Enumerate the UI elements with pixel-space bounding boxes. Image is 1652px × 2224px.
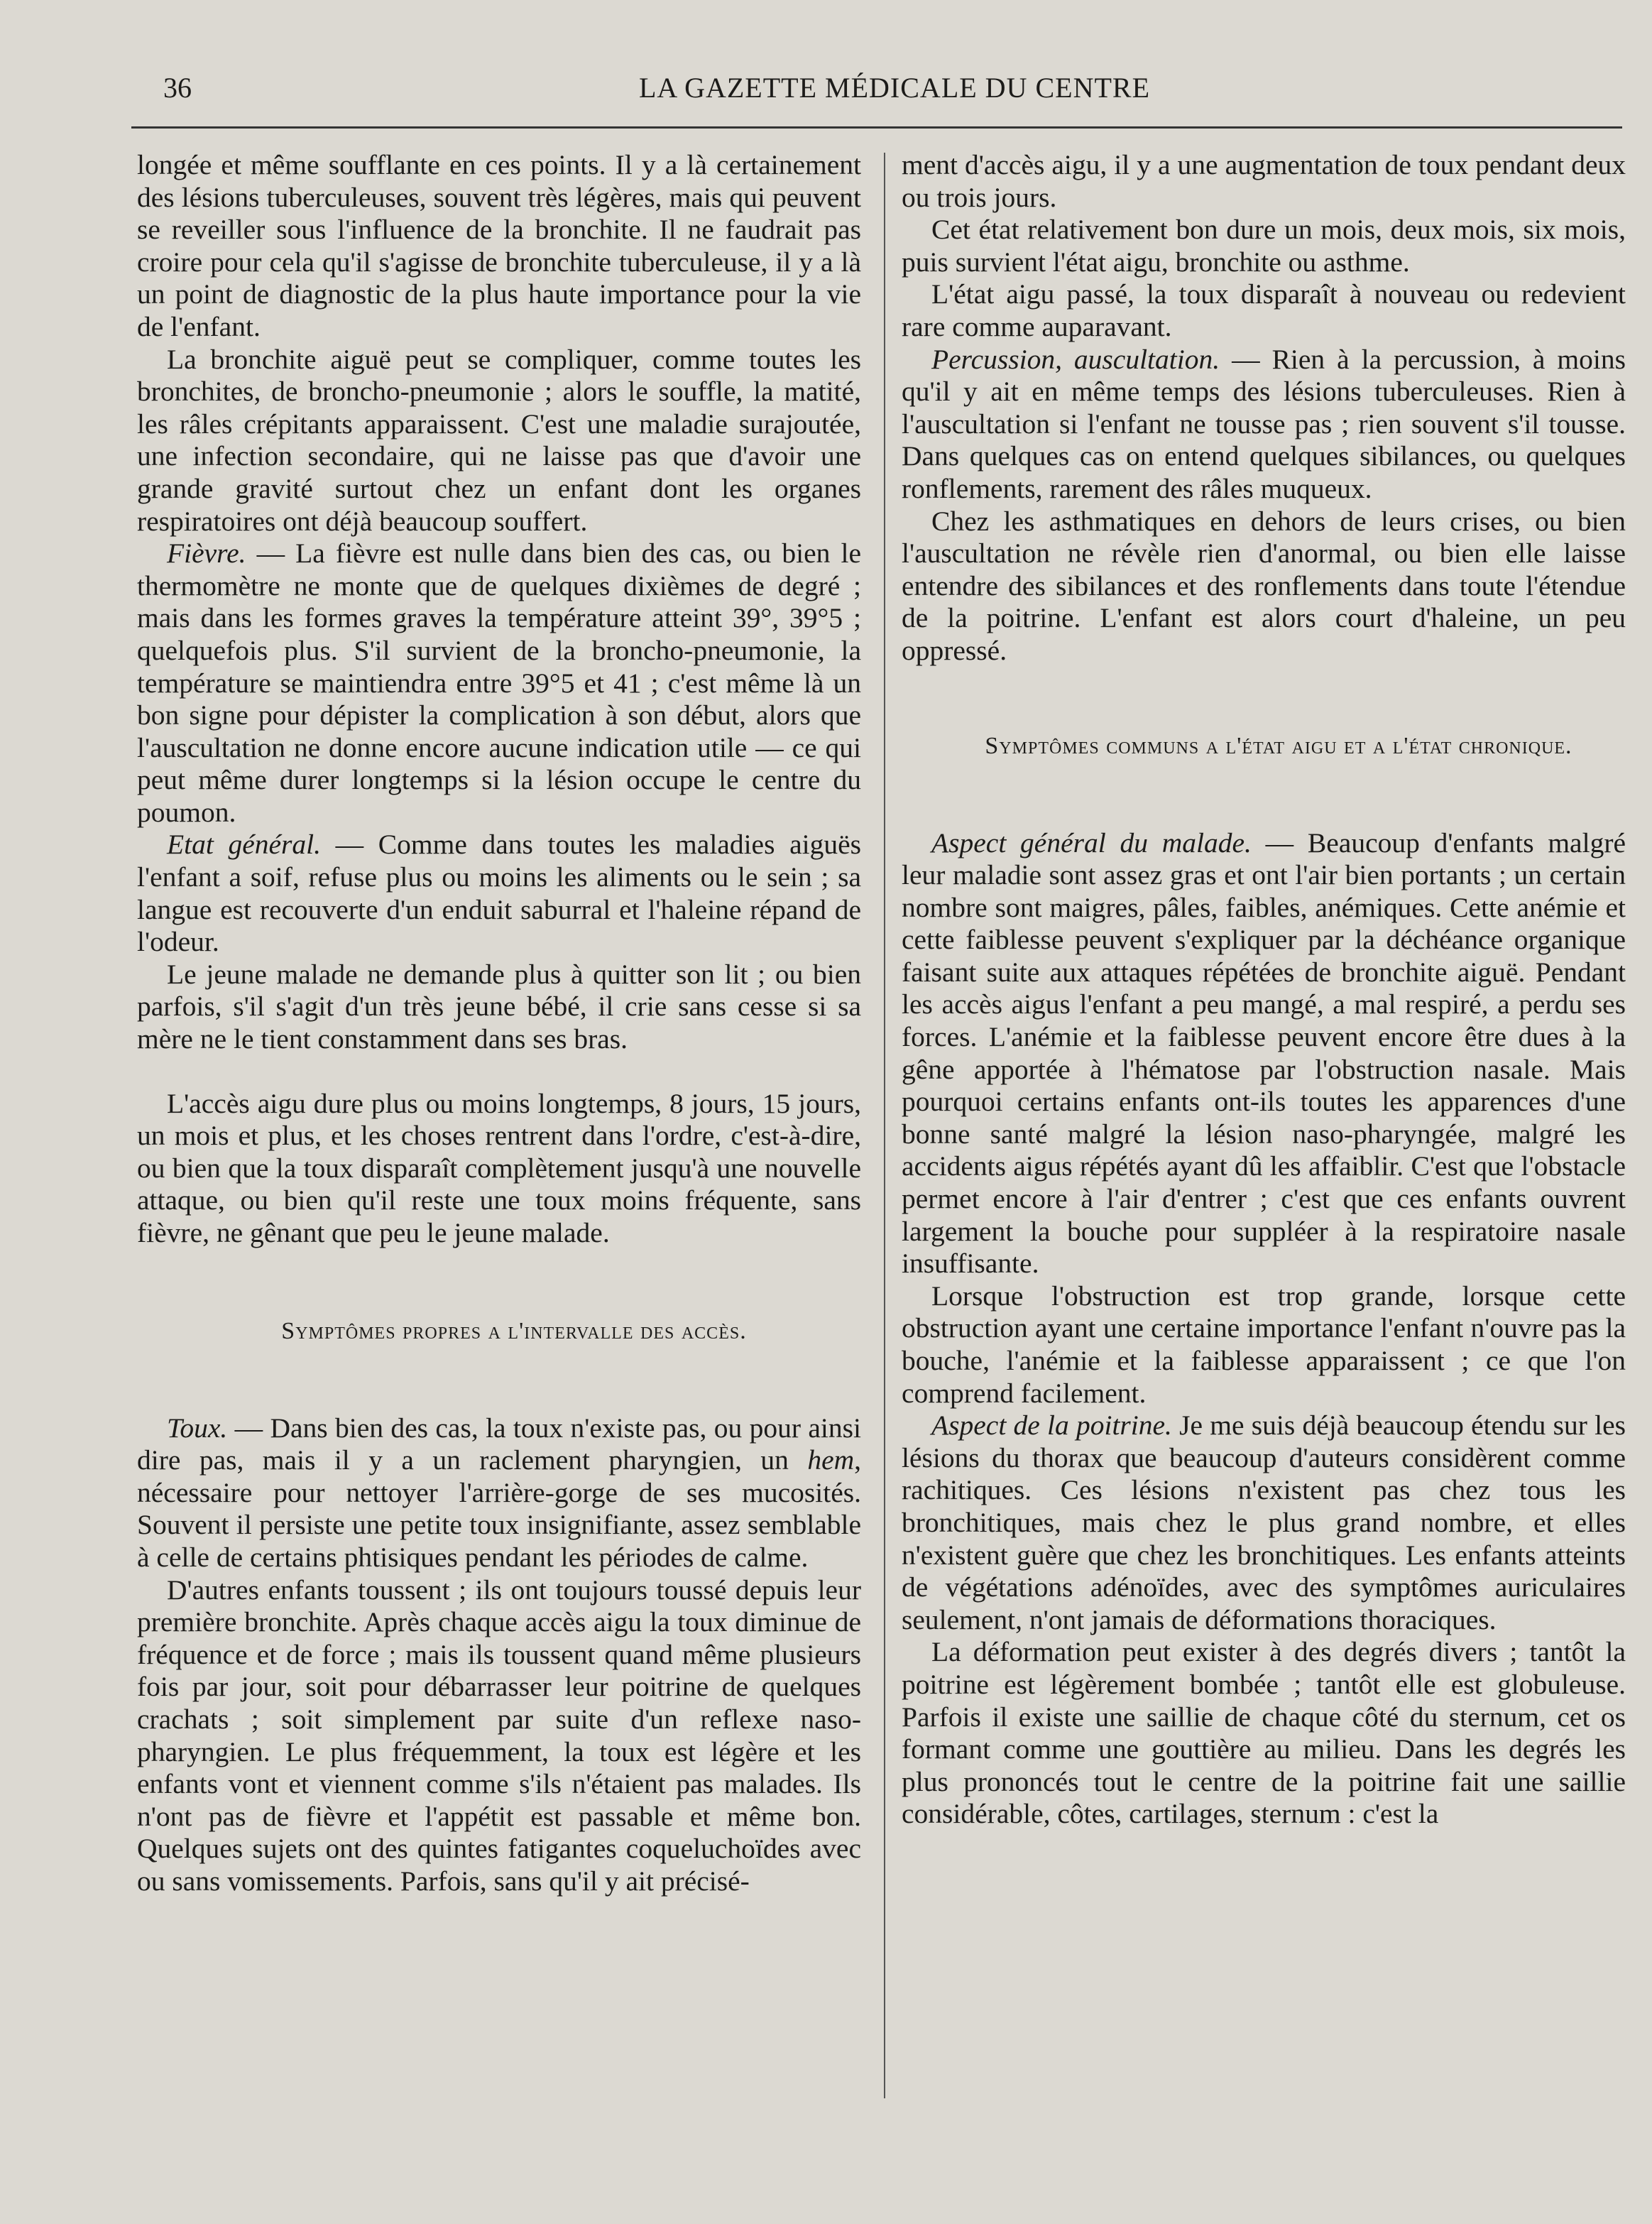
paragraph-lead: Percussion, auscultation. <box>931 343 1220 375</box>
left-column <box>137 149 861 1898</box>
paragraph: Lorsque l'obstruction est trop grande, lorsque cette obstruction ayant une certaine importance l'enfant n'ouvre pas la bouche, l'anémie et la faiblesse apparaissent ; ce que l'on comprend facilement. <box>902 1280 1626 1409</box>
paragraph: Le jeune malade ne demande plus à quitter son lit ; ou bien parfois, s'il s'agit d'un très jeune bébé, il crie sans cesse si sa mère ne le tient constamment dans ses bras. <box>137 958 861 1055</box>
paragraph-lead: Toux. <box>167 1412 228 1444</box>
paragraph-lead: Etat général. <box>167 829 322 861</box>
paragraph: La bronchite aiguë peut se compliquer, comme toutes les bronchites, de broncho-pneumonie ; alors le souffle, la matité, les râles crépitants apparaissent. C'est une maladie surajoutée, une infection secondaire, qui ne laisse pas que d'avoir une grande gravité surtout chez un enfant dont les organes respiratoires ont déjà beaucoup souffert. <box>137 343 861 537</box>
paragraph-text: Je me suis déjà beaucoup étendu sur les lésions du thorax que beaucoup d'auteurs considèrent comme rachitiques. Ces lésions n'existent pas chez tous les bronchitiques, mais chez le plus grand nombre, et elles n'existent guère que chez les bronchitiques. Les enfants atteints de végétations adénoïdes, avec des symptômes auriculaires seulement, n'ont jamais de déformations thoraciques. <box>902 1410 1626 1635</box>
paragraph <box>137 829 861 958</box>
paragraph: Chez les asthmatiques en dehors de leurs crises, ou bien l'auscultation ne révèle rien d'anormal, ou bien elle laisse entendre des sibilances et des ronflements dans toute l'étendue de la poitrine. L'enfant est alors court d'haleine, un peu oppressé. <box>902 505 1626 666</box>
paragraph-lead: Aspect général du malade. <box>931 827 1252 858</box>
paragraph: longée et même soufflante en ces points. Il y a là certainement des lésions tuberculeuses, souvent très légères, mais qui peuvent se reveiller sous l'influence de la bronchite. Il ne faudrait pas croire pour cela qu'il s'agisse de bronchite tuberculeuse, il y a là un point de diagnostic de la plus haute importance pour la vie de l'enfant. <box>137 149 861 342</box>
paragraph <box>902 827 1626 1280</box>
paragraph-lead: Fièvre. <box>167 538 246 569</box>
paragraph <box>137 1412 861 1574</box>
header-rule <box>131 126 1622 129</box>
paragraph: ment d'accès aigu, il y a une augmentation de toux pendant deux ou trois jours. <box>902 149 1626 213</box>
paragraph-text: — Beaucoup d'enfants malgré leur maladie sont assez gras et ont l'air bien portants ; un certain nombre sont maigres, pâles, faibles, anémiques. Cette anémie et cette faiblesse peuvent s'expliquer par la déchéance organique faisant suite aux attaques répétées de bronchite aiguë. Pendant les accès aigus l'enfant a peu mangé, a mal respiré, a perdu ses forces. L'anémie et la faiblesse peuvent encore être dues à la gêne apportée à l'hématose par l'obstruction nasale. Mais pourquoi certains enfants ont-ils toutes les apparences d'une bonne santé malgré la lésion naso-pharyngée, malgré les accidents aigus répétés ayant dû les affaiblir. C'est que l'obstacle permet encore à l'air d'entrer ; c'est que ces enfants ouvrent largement la bouche pour suppléer à la respiratoire nasale insuffisante. <box>902 827 1626 1280</box>
paragraph-text: — Dans bien des cas, la toux n'existe pas, ou pour ainsi dire pas, mais il y a un raclement pharyngien, un <box>137 1412 861 1476</box>
paragraph: Cet état relativement bon dure un mois, deux mois, six mois, puis survient l'état aigu, bronchite ou asthme. <box>902 214 1626 278</box>
paragraph: L'état aigu passé, la toux disparaît à nouveau ou redevient rare comme auparavant. <box>902 278 1626 342</box>
section-heading: Symptômes propres a l'intervalle des accès. <box>281 1317 747 1344</box>
section-heading: Symptômes communs a l'état aigu et a l'état chronique. <box>985 732 1572 759</box>
paragraph: D'autres enfants toussent ; ils ont toujours toussé depuis leur première bronchite. Après chaque accès aigu la toux diminue de fréquence et de force ; mais ils toussent quand même plusieurs fois par jour, soit pour débarrasser leur poitrine de quelques crachats ; soit simplement par suite d'un reflexe naso-pharyngien. Le plus fréquemment, la toux est légère et les enfants vont et viennent comme s'ils n'étaient pas malades. Ils n'ont pas de fièvre et l'appétit est passable et même bon. Quelques sujets ont des quintes fatigantes coqueluchoïdes avec ou sans vomissements. Parfois, sans qu'il y ait précisé- <box>137 1574 861 1897</box>
paragraph: L'accès aigu dure plus ou moins longtemps, 8 jours, 15 jours, un mois et plus, et les choses rentrent dans l'ordre, c'est-à-dire, ou bien que la toux disparaît complètement jusqu'à une nouvelle attaque, ou bien qu'il reste une toux moins fréquente, sans fièvre, ne gênant que peu le jeune malade. <box>137 1087 861 1248</box>
page-header <box>135 71 1612 121</box>
paragraph: La déformation peut exister à des degrés divers ; tantôt la poitrine est légèrement bombée ; tantôt elle est globuleuse. Parfois il existe une saillie de chaque côté du sternum, cet os formant comme une gouttière au milieu. Dans les degrés les plus prononcés tout le centre de la poitrine fait une saillie considérable, côtes, cartilages, sternum : c'est la <box>902 1636 1626 1830</box>
paragraph <box>137 538 861 829</box>
paragraph-emphasis: hem <box>807 1444 855 1476</box>
paragraph-text: — Comme dans toutes les maladies aiguës l'enfant a soif, refuse plus ou moins les aliments ou le sein ; sa langue est recouverte d'un enduit saburral et l'haleine répand de l'odeur. <box>137 829 861 958</box>
paragraph-lead: Aspect de la poitrine. <box>931 1410 1172 1441</box>
running-title: LA GAZETTE MÉDICALE DU CENTRE <box>638 72 1150 104</box>
paragraph <box>902 344 1626 506</box>
paragraph <box>902 1410 1626 1636</box>
column-divider <box>884 153 885 2098</box>
right-column <box>902 149 1626 1831</box>
paragraph-text: — Rien à la percussion, à moins qu'il y ait en même temps des lésions tuberculeuses. Rien à l'auscultation si l'enfant ne tousse pas ; rien souvent s'il tousse. Dans quelques cas on entend quelques sibilances, ou quelques ronflements, rarement des râles muqueux. <box>902 343 1626 504</box>
paragraph-text: , nécessaire pour nettoyer l'arrière-gorge de ses mucosités. Souvent il persiste une petite toux insignifiante, assez semblable à celle de certains phtisiques pendant les périodes de calme. <box>137 1444 861 1573</box>
page-number: 36 <box>163 72 192 104</box>
paragraph-text: — La fièvre est nulle dans bien des cas, ou bien le thermomètre ne monte que de quelques dixièmes de degré ; mais dans les formes graves la température atteint 39°, 39°5 ; quelquefois plus. S'il survient de la broncho-pneumonie, la température se maintiendra entre 39°5 et 41 ; c'est même là un bon signe pour dépister la complication à son début, alors que l'auscultation ne donne encore aucune indication utile — ce qui peut même durer longtemps si la lésion occupe le centre du poumon. <box>137 538 861 828</box>
